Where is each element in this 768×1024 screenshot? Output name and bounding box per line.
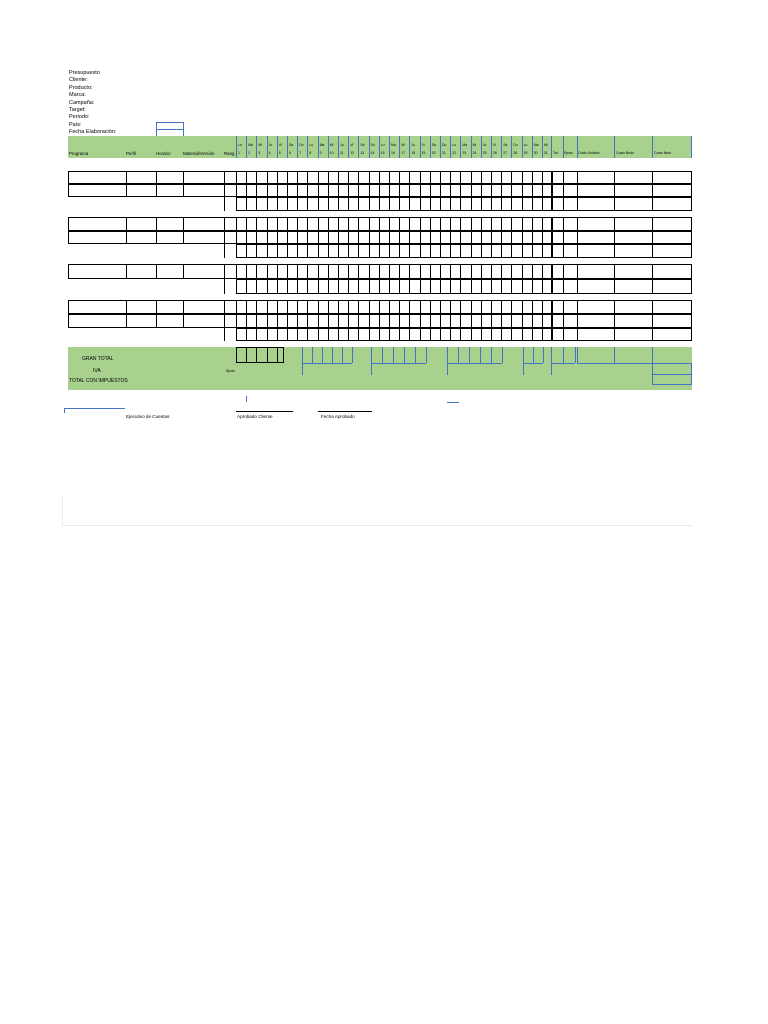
day-number: 1 bbox=[238, 151, 240, 155]
day-number: 7 bbox=[299, 151, 302, 155]
day-column-header bbox=[307, 136, 317, 158]
day-column-header bbox=[471, 136, 481, 158]
day-name: Vi bbox=[493, 143, 496, 147]
day-name: Sa bbox=[360, 143, 365, 147]
day-number: 20 bbox=[431, 151, 436, 155]
table-row[interactable] bbox=[236, 197, 692, 211]
day-number: 15 bbox=[380, 151, 385, 155]
day-column-header bbox=[267, 136, 277, 158]
day-name: Ju bbox=[411, 143, 415, 147]
day-number: 14 bbox=[370, 151, 375, 155]
table-row[interactable] bbox=[68, 184, 692, 197]
day-name: Mi bbox=[329, 143, 334, 147]
day-name: Do bbox=[299, 143, 304, 147]
day-number: 24 bbox=[472, 151, 477, 155]
meta-label: Periodo: bbox=[69, 114, 90, 121]
day-number: 28 bbox=[513, 151, 518, 155]
day-name: Do bbox=[370, 143, 375, 147]
totals-band bbox=[68, 347, 692, 390]
day-column-header bbox=[236, 136, 246, 158]
day-column-header bbox=[511, 136, 521, 158]
signature-cliente-line bbox=[236, 411, 293, 412]
day-name: Lu bbox=[380, 143, 385, 147]
day-name: Ma bbox=[319, 143, 325, 147]
table-row[interactable] bbox=[68, 231, 692, 244]
day-name: Ju bbox=[340, 143, 344, 147]
header-programa: Programa bbox=[69, 151, 89, 156]
day-number: 16 bbox=[391, 151, 395, 155]
meta-label: Marca: bbox=[69, 92, 86, 99]
header-costo-bruto: Costo Bruto bbox=[616, 151, 634, 155]
day-name: Lu bbox=[523, 143, 528, 147]
day-column-header bbox=[277, 136, 287, 158]
day-name: Mi bbox=[544, 143, 548, 147]
signature-ejecutivo-line bbox=[64, 408, 125, 413]
table-row[interactable] bbox=[68, 217, 692, 231]
day-column-header bbox=[318, 136, 328, 158]
day-number: 10 bbox=[329, 151, 334, 155]
day-column-header bbox=[420, 136, 430, 158]
fecha-aprobado-label: Fecha Aprobado bbox=[321, 414, 355, 419]
day-name: Mi bbox=[401, 143, 405, 147]
day-number: 31 bbox=[544, 151, 548, 155]
day-column-header bbox=[256, 136, 266, 158]
meta-label: País: bbox=[69, 121, 82, 128]
faint-gridline bbox=[62, 525, 692, 526]
table-row[interactable] bbox=[68, 300, 692, 314]
table-row[interactable] bbox=[236, 244, 692, 258]
day-column-header bbox=[522, 136, 532, 158]
day-name: Mi bbox=[472, 143, 477, 147]
day-column-header bbox=[501, 136, 511, 158]
day-column-header bbox=[389, 136, 399, 158]
signature-fecha-line bbox=[318, 411, 372, 412]
day-name: Sa bbox=[289, 143, 294, 147]
day-number: 23 bbox=[462, 151, 467, 155]
day-column-header bbox=[369, 136, 379, 158]
day-name: Ma bbox=[462, 143, 468, 147]
day-column-header bbox=[338, 136, 348, 158]
day-number: 30 bbox=[533, 151, 538, 155]
day-number: 22 bbox=[452, 151, 456, 155]
ejecutivo-label: Ejecutivo de Cuentas bbox=[126, 414, 170, 419]
day-column-header bbox=[481, 136, 491, 158]
day-name: Sa bbox=[431, 143, 436, 147]
day-name: Vi bbox=[350, 143, 354, 147]
header-perfil: Perfil bbox=[126, 151, 137, 156]
day-column-header bbox=[430, 136, 440, 158]
day-number: 18 bbox=[411, 151, 416, 155]
table-row[interactable] bbox=[236, 279, 692, 294]
day-number: 4 bbox=[268, 151, 271, 155]
header-horario: Horario bbox=[156, 151, 171, 156]
day-column-header bbox=[379, 136, 389, 158]
day-number: 17 bbox=[401, 151, 405, 155]
day-column-header bbox=[440, 136, 450, 158]
day-number: 9 bbox=[319, 151, 322, 155]
meta-label: Campaña: bbox=[69, 99, 95, 106]
day-column-header bbox=[460, 136, 470, 158]
day-column-header bbox=[491, 136, 501, 158]
day-name: Ma bbox=[533, 143, 539, 147]
day-column-header bbox=[399, 136, 409, 158]
aprobado-cliente-label: Aprobado Cliente bbox=[237, 414, 273, 419]
day-column-header bbox=[532, 136, 542, 158]
day-number: 25 bbox=[482, 151, 487, 155]
day-number: 5 bbox=[278, 151, 281, 155]
day-column-header bbox=[246, 136, 256, 158]
header-costo-neto: Costo Neto bbox=[654, 151, 671, 155]
header-total-spots: Tot. bbox=[553, 151, 559, 155]
table-row[interactable] bbox=[68, 264, 692, 279]
day-name: Lu bbox=[238, 143, 242, 147]
meta-label: Presupuesto bbox=[69, 70, 100, 76]
day-name: Mi bbox=[258, 143, 262, 147]
day-number: 2 bbox=[248, 151, 251, 155]
day-name: Lu bbox=[452, 143, 456, 147]
day-name: Lu bbox=[309, 143, 314, 147]
day-name: Ju bbox=[482, 143, 487, 147]
header-costo-unitario: Costo Unitario bbox=[578, 151, 600, 155]
meta-label: Producto: bbox=[69, 84, 93, 91]
day-number: 8 bbox=[309, 151, 312, 155]
day-name: Ju bbox=[268, 143, 273, 147]
day-name: Do bbox=[513, 143, 518, 147]
day-name: Ma bbox=[248, 143, 253, 147]
day-number: 19 bbox=[421, 151, 426, 155]
day-name: Sa bbox=[503, 143, 508, 147]
day-column-header bbox=[409, 136, 419, 158]
meta-label: Cliente: bbox=[69, 77, 88, 84]
total-con-impuestos-label: TOTAL CON IMPUESTOS bbox=[69, 378, 128, 384]
meta-label: Fecha Elaboración: bbox=[69, 129, 117, 136]
day-name: Vi bbox=[278, 143, 282, 147]
table-row[interactable] bbox=[68, 314, 692, 328]
day-column-header bbox=[450, 136, 460, 158]
day-column-header bbox=[348, 136, 358, 158]
day-number: 29 bbox=[523, 151, 528, 155]
day-number: 12 bbox=[350, 151, 354, 155]
day-column-header bbox=[328, 136, 338, 158]
spots-note: Spots bbox=[226, 369, 235, 373]
day-number: 21 bbox=[442, 151, 446, 155]
day-name: Ma bbox=[391, 143, 396, 147]
day-column-header bbox=[358, 136, 368, 158]
day-number: 26 bbox=[493, 151, 497, 155]
day-name: Vi bbox=[421, 143, 425, 147]
day-number: 3 bbox=[258, 151, 261, 155]
header-spots: Spots bbox=[564, 151, 573, 155]
day-number: 11 bbox=[340, 151, 344, 155]
gran-total-label: GRAN TOTAL bbox=[82, 356, 114, 362]
day-column-header bbox=[287, 136, 297, 158]
header-material: Material/Versión bbox=[183, 151, 215, 156]
day-number: 6 bbox=[289, 151, 291, 155]
iva-label: IVA bbox=[93, 368, 101, 374]
table-row[interactable] bbox=[236, 328, 692, 341]
table-row[interactable] bbox=[68, 171, 692, 184]
day-name: Do bbox=[442, 143, 447, 147]
day-number: 27 bbox=[503, 151, 507, 155]
day-column-header bbox=[297, 136, 307, 158]
header-rango: Rang. bbox=[224, 151, 236, 156]
totals-black-box bbox=[236, 347, 284, 363]
meta-label: Target: bbox=[69, 107, 86, 113]
day-number: 13 bbox=[360, 151, 365, 155]
